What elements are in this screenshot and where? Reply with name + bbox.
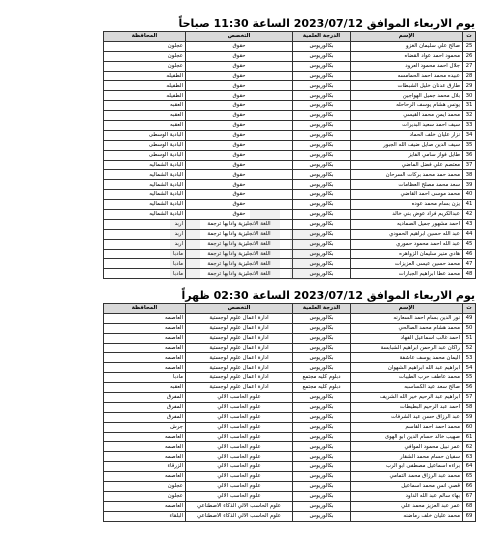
cell-spec: حقوق — [186, 101, 293, 111]
cell-num: 35 — [463, 140, 476, 150]
table-row — [104, 219, 476, 229]
table-row — [104, 190, 476, 200]
cell-degree: بكالوريوس — [293, 412, 351, 422]
session-block-2 — [103, 288, 475, 522]
cell-spec: علوم الحاسب الالي — [186, 462, 293, 472]
cell-gov: العاصمه — [104, 353, 186, 363]
cell-spec: علوم الحاسب الالي الذكاء الاصطناعي — [186, 511, 293, 521]
table-row — [104, 121, 476, 131]
cell-num: 39 — [463, 180, 476, 190]
table-row — [104, 41, 476, 51]
cell-name: صالح علي سليمان الغزو — [351, 41, 463, 51]
cell-spec: حقوق — [186, 51, 293, 61]
cell-num: 66 — [463, 482, 476, 492]
cell-degree: بكالوريوس — [293, 111, 351, 121]
table-row — [104, 229, 476, 239]
cell-gov: الطفيله — [104, 91, 186, 101]
cell-name: محمد احمد احمد القاسم — [351, 422, 463, 432]
cell-gov: العاصمه — [104, 432, 186, 442]
cell-spec: علوم الحاسب الالي — [186, 452, 293, 462]
cell-num: 54 — [463, 363, 476, 373]
table-row — [104, 180, 476, 190]
table-row — [104, 333, 476, 343]
cell-gov: العاصمه — [104, 442, 186, 452]
table-row — [104, 269, 476, 279]
cell-degree: بكالوريوس — [293, 41, 351, 51]
cell-gov: جرش — [104, 422, 186, 432]
cell-gov: البادية الشماليه — [104, 190, 186, 200]
cell-gov: اربد — [104, 239, 186, 249]
cell-degree: بكالوريوس — [293, 353, 351, 363]
cell-degree: بكالوريوس — [293, 140, 351, 150]
cell-spec: ادارة اعمال علوم لوجستية — [186, 353, 293, 363]
cell-name: محمد عليان خلف رماضنه — [351, 511, 463, 521]
cell-num: 41 — [463, 200, 476, 210]
table-row — [104, 170, 476, 180]
cell-spec: حقوق — [186, 71, 293, 81]
session-title: يوم الاربعاء الموافق 2023/07/12 الساعة 02:30 ظهراً — [181, 289, 475, 302]
cell-num: 25 — [463, 41, 476, 51]
cell-degree: بكالوريوس — [293, 491, 351, 501]
table-row — [104, 130, 476, 140]
table-row — [104, 462, 476, 472]
cell-gov: اربد — [104, 219, 186, 229]
cell-gov: العقبه — [104, 383, 186, 393]
table-row — [104, 353, 476, 363]
cell-degree: بكالوريوس — [293, 170, 351, 180]
cell-name: سيف احمد سعيد البديرات — [351, 121, 463, 131]
cell-spec: ادارة اعمال علوم لوجستية — [186, 363, 293, 373]
table-row — [104, 150, 476, 160]
cell-gov: البادية الشماليه — [104, 170, 186, 180]
header-name: الإسم — [351, 304, 463, 314]
cell-num: 45 — [463, 239, 476, 249]
cell-degree: بكالوريوس — [293, 121, 351, 131]
table-header-row — [104, 32, 476, 42]
cell-name: هادي منير سليمان الزواهره — [351, 249, 463, 259]
cell-degree: بكالوريوس — [293, 180, 351, 190]
table-row — [104, 511, 476, 521]
candidates-table — [103, 31, 476, 279]
cell-num: 58 — [463, 402, 476, 412]
cell-name: محمد عطا ابراهيم الجبارات — [351, 269, 463, 279]
cell-name: عبدالكريم فراد عوض بني خالد — [351, 210, 463, 220]
cell-gov: البادية الوسطى — [104, 150, 186, 160]
cell-degree: بكالوريوس — [293, 150, 351, 160]
cell-num: 51 — [463, 333, 476, 343]
table-row — [104, 140, 476, 150]
cell-gov: العاصمه — [104, 313, 186, 323]
cell-num: 68 — [463, 501, 476, 511]
cell-gov: العقبه — [104, 121, 186, 131]
cell-gov: العاصمه — [104, 343, 186, 353]
table-row — [104, 111, 476, 121]
table-row — [104, 412, 476, 422]
cell-name: محمد عاطف حرب الطيبات — [351, 373, 463, 383]
cell-name: ابراهيم عبد الله ابراهيم الشهوان — [351, 363, 463, 373]
cell-name: محمد عبد الرزاق محمد التمامي — [351, 472, 463, 482]
cell-spec: ادارة اعمال علوم لوجستية — [186, 343, 293, 353]
table-header-row — [104, 304, 476, 314]
cell-num: 28 — [463, 71, 476, 81]
cell-name: طايل فواز سامي الفايز — [351, 150, 463, 160]
cell-name: عمر عبد العزيز محمد علي — [351, 501, 463, 511]
cell-degree: بكالوريوس — [293, 61, 351, 71]
table-row — [104, 101, 476, 111]
cell-degree: بكالوريوس — [293, 160, 351, 170]
cell-degree: بكالوريوس — [293, 190, 351, 200]
table-row — [104, 323, 476, 333]
cell-spec: اللغة الانجليزية وادابها ترجمة — [186, 239, 293, 249]
candidates-table — [103, 303, 476, 522]
cell-num: 62 — [463, 442, 476, 452]
table-row — [104, 432, 476, 442]
cell-name: بلال محمد جميل الهواجين — [351, 91, 463, 101]
cell-num: 32 — [463, 111, 476, 121]
cell-degree: بكالوريوس — [293, 51, 351, 61]
cell-num: 29 — [463, 81, 476, 91]
cell-degree: بكالوريوس — [293, 462, 351, 472]
cell-name: يونس هشام يوسف الرحاحله — [351, 101, 463, 111]
cell-num: 38 — [463, 170, 476, 180]
header-degree: الدرجة العلمية — [293, 304, 351, 314]
cell-spec: حقوق — [186, 160, 293, 170]
cell-degree: بكالوريوس — [293, 393, 351, 403]
cell-name: عبيده محمد احمد الحمامسه — [351, 71, 463, 81]
cell-name: عبد الله حسين ابراهيم الحمودي — [351, 229, 463, 239]
cell-spec: ادارة اعمال علوم لوجستية — [186, 323, 293, 333]
cell-degree: بكالوريوس — [293, 363, 351, 373]
cell-num: 26 — [463, 51, 476, 61]
cell-spec: ادارة اعمال علوم لوجستية — [186, 373, 293, 383]
cell-name: محمود احمد عواد القضاه — [351, 51, 463, 61]
cell-name: طارق عدنان خليل الشبطات — [351, 81, 463, 91]
cell-spec: علوم الحاسب الالي — [186, 422, 293, 432]
cell-num: 65 — [463, 472, 476, 482]
table-row — [104, 313, 476, 323]
cell-spec: علوم الحاسب الالي — [186, 432, 293, 442]
table-row — [104, 402, 476, 412]
cell-name: عبد الله احمد محمود حموري — [351, 239, 463, 249]
cell-num: 30 — [463, 91, 476, 101]
cell-num: 33 — [463, 121, 476, 131]
cell-gov: مادبا — [104, 249, 186, 259]
cell-spec: اللغة الانجليزية وادابها ترجمة — [186, 229, 293, 239]
cell-gov: البادية الوسطى — [104, 130, 186, 140]
cell-spec: اللغة الانجليزية وادابها ترجمة — [186, 249, 293, 259]
cell-gov: العقبه — [104, 111, 186, 121]
cell-degree: بكالوريوس — [293, 91, 351, 101]
cell-name: معتصم علي فضل الماضي — [351, 160, 463, 170]
cell-spec: علوم الحاسب الالي — [186, 412, 293, 422]
header-num: ت — [463, 304, 476, 314]
cell-degree: بكالوريوس — [293, 81, 351, 91]
cell-degree: بكالوريوس — [293, 313, 351, 323]
cell-num: 67 — [463, 491, 476, 501]
cell-gov: عجلون — [104, 491, 186, 501]
cell-gov: البادية الشماليه — [104, 200, 186, 210]
cell-degree: بكالوريوس — [293, 239, 351, 249]
cell-gov: مادبا — [104, 259, 186, 269]
cell-spec: حقوق — [186, 200, 293, 210]
cell-spec: علوم الحاسب الالي — [186, 472, 293, 482]
cell-spec: حقوق — [186, 170, 293, 180]
header-gov: المحافظة — [104, 304, 186, 314]
cell-degree: دبلوم كليه مجتمع — [293, 383, 351, 393]
cell-spec: حقوق — [186, 111, 293, 121]
cell-num: 55 — [463, 373, 476, 383]
cell-num: 49 — [463, 313, 476, 323]
table-row — [104, 393, 476, 403]
cell-num: 59 — [463, 412, 476, 422]
header-spec: التخصص — [186, 32, 293, 42]
cell-spec: حقوق — [186, 81, 293, 91]
cell-spec: حقوق — [186, 180, 293, 190]
cell-degree: بكالوريوس — [293, 482, 351, 492]
cell-num: 36 — [463, 150, 476, 160]
cell-name: نزار عليان خلف الحماد — [351, 130, 463, 140]
cell-degree: بكالوريوس — [293, 200, 351, 210]
cell-num: 47 — [463, 259, 476, 269]
cell-num: 56 — [463, 383, 476, 393]
cell-degree: بكالوريوس — [293, 442, 351, 452]
cell-gov: المفرق — [104, 412, 186, 422]
cell-degree: بكالوريوس — [293, 323, 351, 333]
cell-spec: علوم الحاسب الالي — [186, 491, 293, 501]
cell-gov: البادية الشماليه — [104, 180, 186, 190]
cell-spec: علوم الحاسب الالي — [186, 402, 293, 412]
cell-gov: العاصمه — [104, 472, 186, 482]
cell-num: 37 — [463, 160, 476, 170]
cell-name: ابراهيم عبد الرحيم خير الله الشريف — [351, 393, 463, 403]
cell-spec: علوم الحاسب الالي — [186, 442, 293, 452]
cell-name: اليمان محمد يوسف عاشفة — [351, 353, 463, 363]
cell-spec: ادارة اعمال علوم لوجستية — [186, 333, 293, 343]
cell-num: 50 — [463, 323, 476, 333]
cell-spec: علوم الحاسب الالي — [186, 482, 293, 492]
cell-name: احمد مشهور جميل الصماديه — [351, 219, 463, 229]
cell-num: 42 — [463, 210, 476, 220]
header-name: الإسم — [351, 32, 463, 42]
table-row — [104, 71, 476, 81]
table-row — [104, 491, 476, 501]
cell-name: جلال احمد محمود العرود — [351, 61, 463, 71]
cell-gov: البادية الشماليه — [104, 210, 186, 220]
cell-spec: اللغة الانجليزية وادابها ترجمة — [186, 219, 293, 229]
session-block-1 — [103, 16, 475, 279]
cell-name: محمد حمد محمد بركات السرحان — [351, 170, 463, 180]
table-row — [104, 91, 476, 101]
cell-spec: حقوق — [186, 150, 293, 160]
cell-spec: اللغة الانجليزية وادابها ترجمة — [186, 259, 293, 269]
cell-degree: بكالوريوس — [293, 249, 351, 259]
cell-gov: المفرق — [104, 393, 186, 403]
cell-name: عبد الرزاق حسن عيد الشرفات — [351, 412, 463, 422]
cell-gov: عجلون — [104, 482, 186, 492]
cell-spec: حقوق — [186, 41, 293, 51]
cell-degree: بكالوريوس — [293, 259, 351, 269]
cell-spec: حقوق — [186, 140, 293, 150]
cell-spec: حقوق — [186, 130, 293, 140]
cell-gov: العاصمه — [104, 333, 186, 343]
session-title: يوم الاربعاء الموافق 2023/07/12 الساعة 11:30 صباحاً — [178, 17, 475, 30]
cell-gov: اربد — [104, 229, 186, 239]
cell-spec: حقوق — [186, 190, 293, 200]
cell-gov: البادية الوسطى — [104, 140, 186, 150]
cell-name: احمد عبد الرحيم البطيطات — [351, 402, 463, 412]
table-row — [104, 373, 476, 383]
cell-degree: بكالوريوس — [293, 101, 351, 111]
cell-gov: المفرق — [104, 402, 186, 412]
cell-num: 53 — [463, 353, 476, 363]
table-row — [104, 61, 476, 71]
header-gov: المحافظة — [104, 32, 186, 42]
cell-degree: دبلوم كليه مجتمع — [293, 373, 351, 383]
cell-degree: بكالوريوس — [293, 422, 351, 432]
cell-name: سفيان حسام محمد الشقار — [351, 452, 463, 462]
cell-spec: ادارة اعمال علوم لوجستية — [186, 383, 293, 393]
cell-name: صالح سعد عيد الكساسبه — [351, 383, 463, 393]
cell-degree: بكالوريوس — [293, 269, 351, 279]
cell-degree: بكالوريوس — [293, 219, 351, 229]
table-row — [104, 442, 476, 452]
cell-spec: حقوق — [186, 91, 293, 101]
cell-gov: البلقاء — [104, 511, 186, 521]
cell-num: 40 — [463, 190, 476, 200]
cell-degree: بكالوريوس — [293, 229, 351, 239]
cell-name: سعد محمد مصلح العظامات — [351, 180, 463, 190]
cell-name: محمد حسين عيسى العزيزات — [351, 259, 463, 269]
cell-gov: العاصمه — [104, 363, 186, 373]
header-degree: الدرجة العلمية — [293, 32, 351, 42]
cell-name: راكان عبد الرحمن ابراهيم الشبابسة — [351, 343, 463, 353]
cell-num: 60 — [463, 422, 476, 432]
table-row — [104, 501, 476, 511]
cell-num: 69 — [463, 511, 476, 521]
cell-gov: العقبه — [104, 101, 186, 111]
cell-gov: مادبا — [104, 373, 186, 383]
cell-num: 63 — [463, 452, 476, 462]
cell-num: 44 — [463, 229, 476, 239]
table-row — [104, 200, 476, 210]
cell-gov: الطفيله — [104, 81, 186, 91]
cell-gov: العاصمه — [104, 452, 186, 462]
cell-num: 43 — [463, 219, 476, 229]
cell-degree: بكالوريوس — [293, 343, 351, 353]
table-row — [104, 422, 476, 432]
table-row — [104, 160, 476, 170]
cell-name: بهاء سالم عبد الله الداود — [351, 491, 463, 501]
cell-num: 48 — [463, 269, 476, 279]
cell-num: 52 — [463, 343, 476, 353]
table-row — [104, 363, 476, 373]
cell-gov: الطفيله — [104, 71, 186, 81]
cell-name: محمد موسى احمد القاضي — [351, 190, 463, 200]
cell-gov: الزرقاء — [104, 462, 186, 472]
cell-num: 64 — [463, 462, 476, 472]
table-row — [104, 239, 476, 249]
cell-name: محمد ايمن محمد القيسي — [351, 111, 463, 121]
header-spec: التخصص — [186, 304, 293, 314]
cell-degree: بكالوريوس — [293, 472, 351, 482]
cell-name: احمد غالب اسماعيل الفهاد — [351, 333, 463, 343]
table-row — [104, 383, 476, 393]
cell-spec: حقوق — [186, 61, 293, 71]
cell-degree: بكالوريوس — [293, 402, 351, 412]
cell-spec: حقوق — [186, 210, 293, 220]
table-row — [104, 343, 476, 353]
cell-name: محمد هشام محمد الصالحي — [351, 323, 463, 333]
cell-num: 27 — [463, 61, 476, 71]
cell-spec: اللغة الانجليزية وادابها ترجمة — [186, 269, 293, 279]
cell-degree: بكالوريوس — [293, 432, 351, 442]
cell-gov: العاصمه — [104, 323, 186, 333]
table-row — [104, 210, 476, 220]
cell-degree: بكالوريوس — [293, 210, 351, 220]
cell-degree: بكالوريوس — [293, 333, 351, 343]
cell-spec: علوم الحاسب الالي — [186, 393, 293, 403]
cell-degree: بكالوريوس — [293, 511, 351, 521]
cell-gov: عجلون — [104, 61, 186, 71]
cell-num: 31 — [463, 101, 476, 111]
cell-name: براءه اسماعيل مصطفى ابو الرب — [351, 462, 463, 472]
cell-degree: بكالوريوس — [293, 71, 351, 81]
cell-spec: ادارة اعمال علوم لوجستية — [186, 313, 293, 323]
cell-name: صهيب خالد حسام الدين ابو الهوى — [351, 432, 463, 442]
cell-num: 57 — [463, 393, 476, 403]
table-row — [104, 51, 476, 61]
cell-gov: البادية الشماليه — [104, 160, 186, 170]
table-row — [104, 81, 476, 91]
cell-name: نور الدين بسام احمد السعارنه — [351, 313, 463, 323]
cell-gov: عجلون — [104, 51, 186, 61]
cell-name: سيف الدين صايل ضيف الله الجبور — [351, 140, 463, 150]
cell-spec: حقوق — [186, 121, 293, 131]
table-row — [104, 472, 476, 482]
cell-num: 34 — [463, 130, 476, 140]
cell-name: عمر نبيل محمود الموافي — [351, 442, 463, 452]
cell-name: يزن بسام محمد عوده — [351, 200, 463, 210]
header-num: ت — [463, 32, 476, 42]
cell-name: قصي انس محمد اسماعيل — [351, 482, 463, 492]
table-row — [104, 259, 476, 269]
table-row — [104, 249, 476, 259]
cell-num: 46 — [463, 249, 476, 259]
table-row — [104, 452, 476, 462]
cell-gov: عجلون — [104, 41, 186, 51]
cell-degree: بكالوريوس — [293, 130, 351, 140]
cell-gov: العاصمه — [104, 501, 186, 511]
table-row — [104, 482, 476, 492]
cell-gov: مادبا — [104, 269, 186, 279]
cell-num: 61 — [463, 432, 476, 442]
cell-degree: بكالوريوس — [293, 452, 351, 462]
cell-spec: علوم الحاسب الالي الذكاء الاصطناعي — [186, 501, 293, 511]
cell-degree: بكالوريوس — [293, 501, 351, 511]
